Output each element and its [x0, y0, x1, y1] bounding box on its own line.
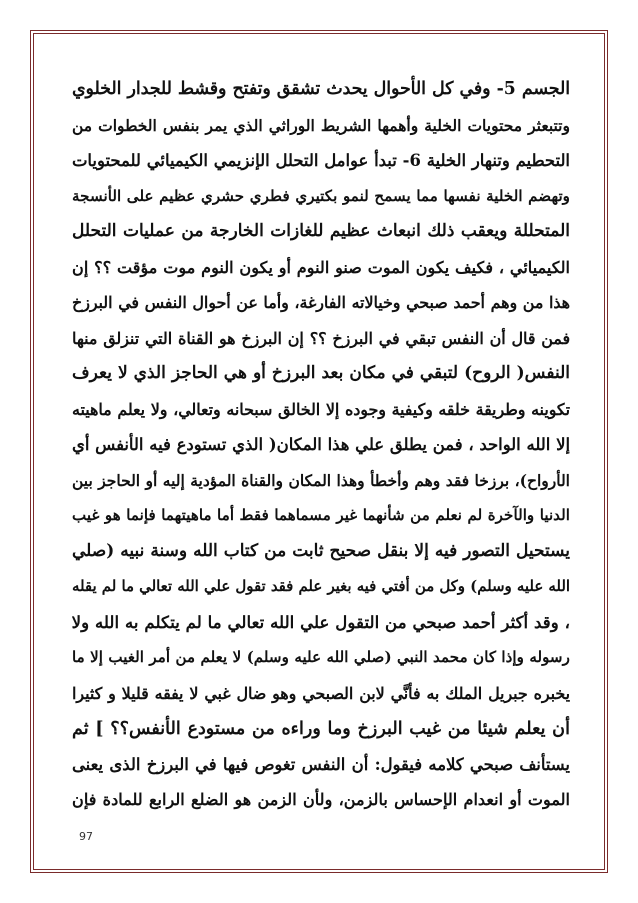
text-line-17: رسوله وإذا كان محمد النبي (صلي الله عليه وسلم) لا يعلم من أمر الغيب إلا ما — [72, 648, 570, 666]
text-line-18: يخبره جبريل الملك به فأنَّي لابن الصبحي وهو ضال غبي لا يفقه قليلا و كثيرا — [72, 683, 570, 703]
text-line-1: الجسم 5- وفي كل الأحوال يحدث تشقق وتفتح وقشط للجدار الخلوي — [72, 79, 570, 99]
text-line-20: يستأنف صبحي كلامه فيقول: أن النفس تغوص فيها في البرزخ الذى يعنى — [72, 754, 570, 774]
text-line-10: تكوينه وطريقة خلقه وكيفية وجوده إلا الخالق سبحانه وتعالي، ولا يعلم ماهيته — [72, 399, 570, 419]
text-line-2: وتتبعثر محتويات الخلية وأهمها الشريط الوراثي الذي يمر بنفس الخطوات من — [72, 115, 570, 135]
text-line-8: فمن قال أن النفس تبقي في البرزخ ؟؟ إن البرزخ هو القناة التي تنزلق منها — [72, 328, 570, 348]
page-number: 97 — [79, 830, 93, 843]
text-line-14: يستحيل التصور فيه إلا بنقل صحيح ثابت من كتاب الله وسنة نبيه (صلي — [72, 540, 570, 561]
text-line-12: الأرواح)، برزخا فقد وهم وأخطأ وهذا المكان والقناة المؤدية إليه أو الحاجز بين — [72, 470, 570, 490]
text-line-6: الكيميائي ، فكيف يكون الموت صنو النوم أو يكون النوم موت مؤقت ؟؟ إن — [72, 257, 570, 277]
text-line-11: إلا الله الواحد ، فمن يطلق علي هذا المكان( الذي تستودع فيه الأنفس أي — [72, 435, 570, 454]
body-text — [72, 72, 570, 818]
text-line-5: المتحللة ويعقب ذلك انبعاث عظيم للغازات الخارجة من عمليات التحلل — [72, 221, 570, 241]
text-line-4: وتهضم الخلية نفسها مما يسمح لنمو بكتيري فطري حشري عظيم على الأنسجة — [72, 186, 570, 205]
text-line-7: هذا من وهم أحمد صبحي وخيالاته الفارغة، وأما عن أحوال النفس في البرزخ — [72, 293, 570, 312]
text-line-13: الدنيا والآخرة لم نعلم من شأنهما غير مسماهما فقط أما ماهيتهما فإنما هو غيب — [72, 506, 570, 524]
text-line-3: التحطيم وتنهار الخلية 6- تبدأ عوامل التحلل الإنزيمي الكيميائي للمحتويات — [72, 151, 570, 170]
text-line-9: النفس( الروح) لتبقي في مكان بعد البرزخ أو هي الحاجز الذي لا يعرف — [72, 363, 570, 383]
text-line-19: أن يعلم شيئا من غيب البرزخ وما وراءه من مستودع الأنفس؟؟ ] ثم — [72, 718, 570, 739]
text-line-21: الموت أو انعدام الإحساس بالزمن، ولأن الزمن هو الضلع الرابع للمادة فإن — [72, 790, 570, 809]
text-line-15: الله عليه وسلم) وكل من أفتي فيه بغير علم فقد تقول علي الله تعالي ما لم يقله — [72, 577, 570, 595]
text-line-16: ، وقد أكثر أحمد صبحي من التقول علي الله تعالي ما لم يتكلم به الله ولا — [72, 611, 570, 632]
